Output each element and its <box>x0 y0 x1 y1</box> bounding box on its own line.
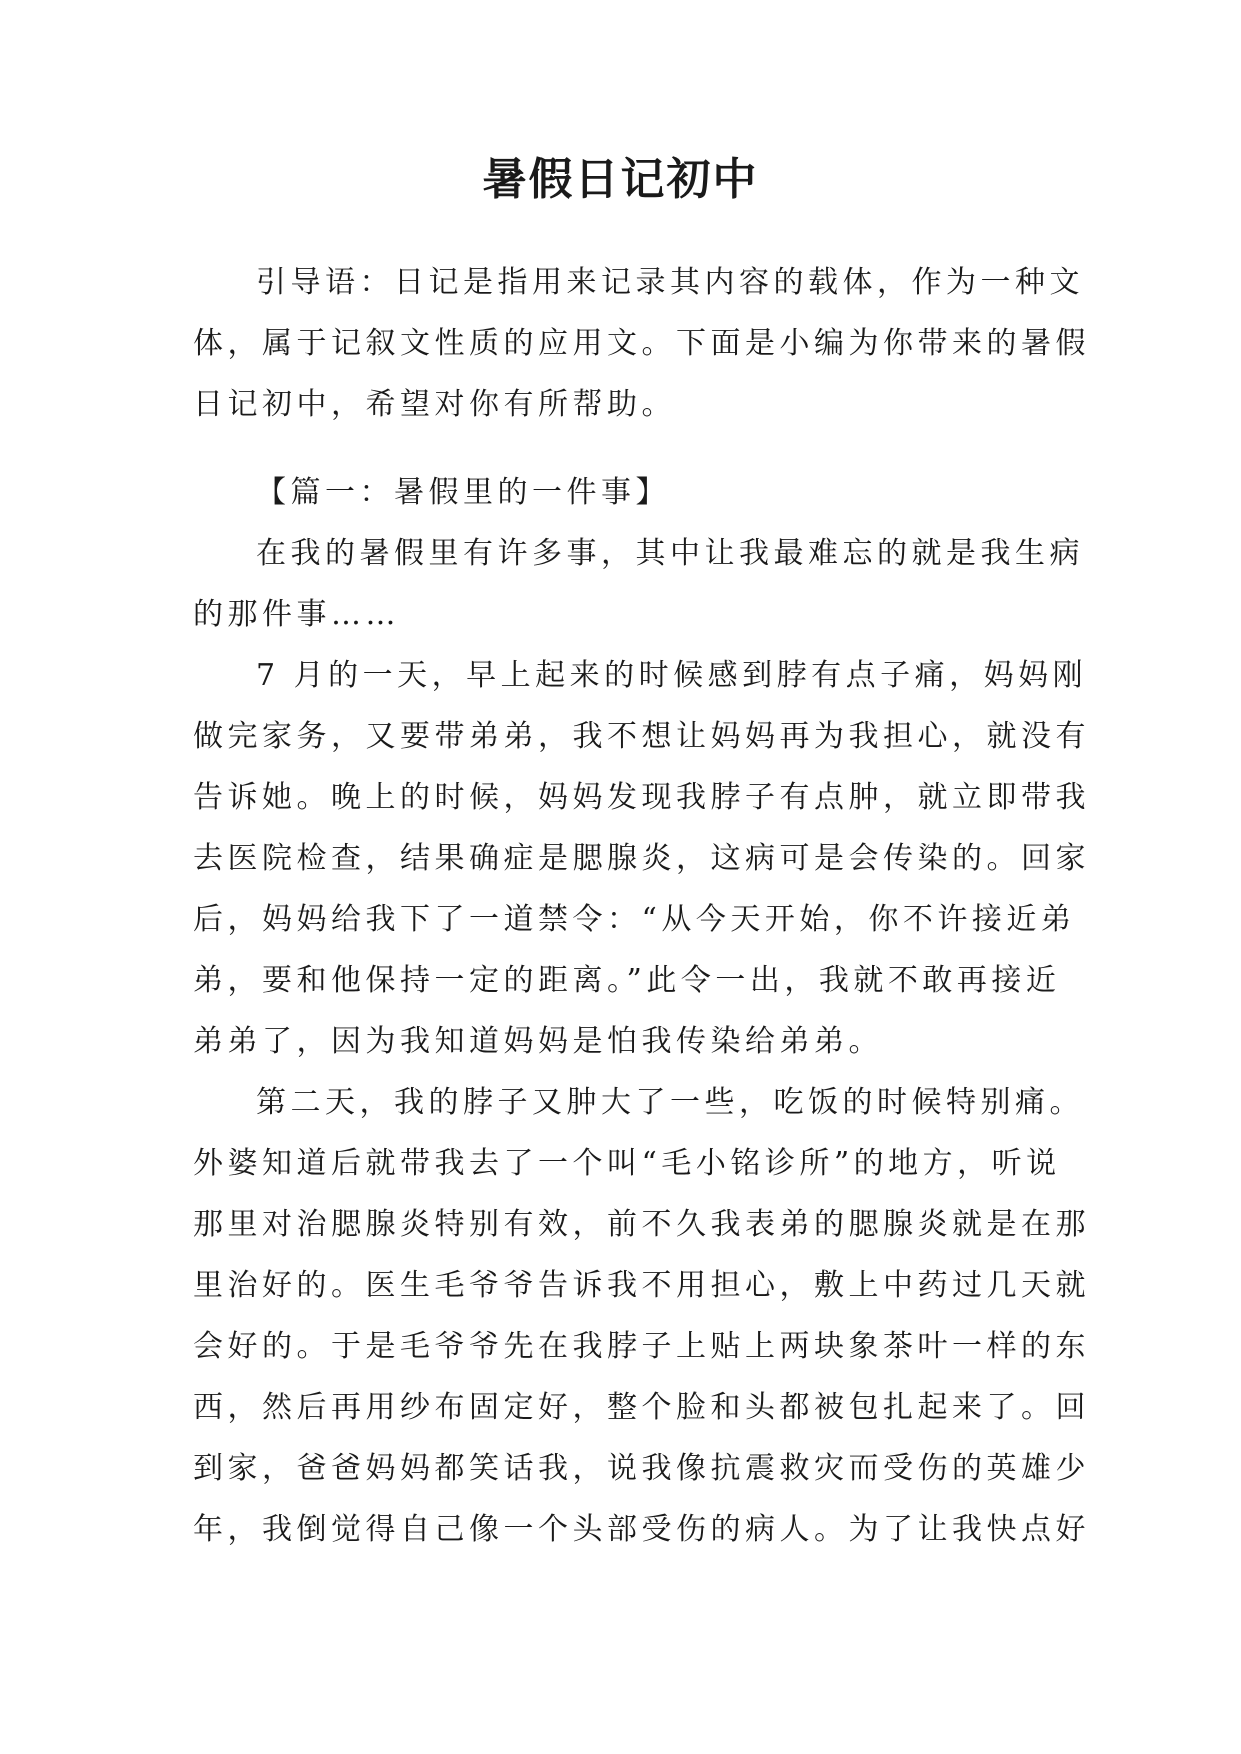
paragraph-line: 弟，要和他保持一定的距离。”此令一出，我就不敢再接近 <box>193 963 1061 998</box>
paragraph-line: 在我的暑假里有许多事，其中让我最难忘的就是我生病 <box>256 536 1084 571</box>
paragraph-line: 的那件事…… <box>193 597 400 632</box>
intro-paragraph <box>193 252 1090 435</box>
paragraph-line: 告诉她。晚上的时候，妈妈发现我脖子有点肿，就立即带我 <box>193 780 1090 815</box>
paragraph-line: 会好的。于是毛爷爷先在我脖子上贴上两块象茶叶一样的东 <box>193 1329 1090 1364</box>
paragraph-line: 7 月的一天，早上起来的时候感到脖有点子痛，妈妈刚 <box>256 658 1088 693</box>
paragraph-line: 年，我倒觉得自己像一个头部受伤的病人。为了让我快点好 <box>193 1512 1090 1547</box>
intro-line: 体，属于记叙文性质的应用文。下面是小编为你带来的暑假 <box>193 326 1090 361</box>
paragraph-line: 外婆知道后就带我去了一个叫“毛小铭诊所”的地方，听说 <box>193 1146 1061 1181</box>
paragraph-line: 西，然后再用纱布固定好，整个脸和头都被包扎起来了。回 <box>193 1390 1090 1425</box>
paragraph-line: 那里对治腮腺炎特别有效，前不久我表弟的腮腺炎就是在那 <box>193 1207 1090 1242</box>
paragraph-line: 做完家务，又要带弟弟，我不想让妈妈再为我担心，就没有 <box>193 719 1090 754</box>
paragraph-line: 里治好的。医生毛爷爷告诉我不用担心，敷上中药过几天就 <box>193 1268 1090 1303</box>
intro-line: 日记初中，希望对你有所帮助。 <box>193 387 676 422</box>
paragraph-line: 第二天，我的脖子又肿大了一些，吃饭的时候特别痛。 <box>256 1085 1084 1120</box>
paragraph-line: 到家，爸爸妈妈都笑话我，说我像抗震救灾而受伤的英雄少 <box>193 1451 1090 1486</box>
document-title: 暑假日记初中 <box>482 154 759 205</box>
paragraph-line: 去医院检查，结果确症是腮腺炎，这病可是会传染的。回家 <box>193 841 1090 876</box>
paragraph-line: 后，妈妈给我下了一道禁令：“从今天开始，你不许接近弟 <box>193 902 1076 937</box>
paragraph-line: 弟弟了，因为我知道妈妈是怕我传染给弟弟。 <box>193 1024 883 1059</box>
intro-line: 引导语：日记是指用来记录其内容的载体，作为一种文 <box>256 265 1084 300</box>
section-heading: 【篇一：暑假里的一件事】 <box>256 475 670 510</box>
article-body <box>193 462 1090 1560</box>
